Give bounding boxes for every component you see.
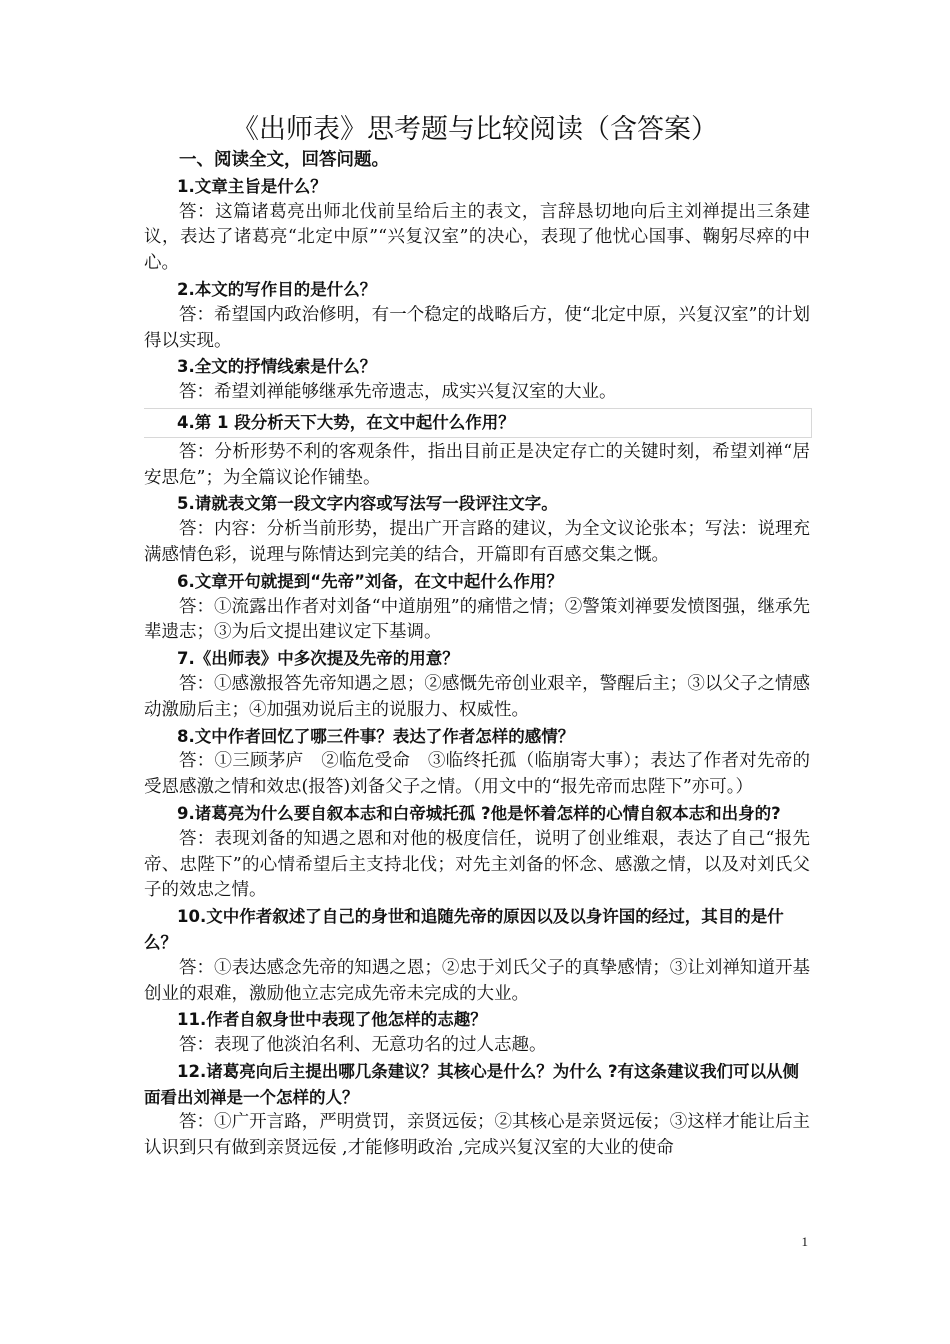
question-12: 12.诸葛亮向后主提出哪几条建议？其核心是什么？为什么 ?有这条建议我们可以从侧面看出刘禅是一个怎样的人？: [144, 1061, 800, 1107]
answer-1: 答：这篇诸葛亮出师北伐前呈给后主的表文，言辞恳切地向后主刘禅提出三条建议，表达了诸葛亮“北定中原”“兴复汉室”的决心，表现了他忧心国事、鞠躬尽瘁的中心。: [144, 201, 810, 274]
question-3: 3.全文的抒情线索是什么？: [177, 357, 377, 377]
answer-4: 答：分析形势不利的客观条件，指出目前正是决定存亡的关键时刻，希望刘禅“居安思危”；为全篇议论作铺垫。: [144, 441, 810, 488]
section-heading: 一、阅读全文，回答问题。: [179, 150, 389, 170]
question-2: 2.本文的写作目的是什么？: [177, 279, 377, 299]
answer-11: 答：表现了他淡泊名利、无意功名的过人志趣。: [179, 1035, 547, 1056]
question-6: 6.文章开句就提到“先帝”刘备，在文中起什么作用？: [177, 571, 563, 591]
page-number: 1: [801, 1234, 808, 1249]
question-5: 5.请就表文第一段文字内容或写法写一段评注文字。: [177, 494, 558, 514]
answer-12: 答：①广开言路，严明赏罚，亲贤远佞；②其核心是亲贤远佞；③这样才能让后主认识到只有做到亲贤远佞 ,才能修明政治 ,完成兴复汉室的大业的使命: [144, 1112, 810, 1159]
answer-7: 答：①感激报答先帝知遇之恩；②感慨先帝创业艰辛，警醒后主；③以父子之情感动激励后主；④加强劝说后主的说服力、权威性。: [144, 673, 810, 720]
question-8: 8.文中作者回忆了哪三件事？表达了作者怎样的感情？: [177, 726, 575, 746]
question-11: 11.作者自叙身世中表现了他怎样的志趣？: [177, 1010, 487, 1030]
answer-8: 答：①三顾茅庐 ②临危受命 ③临终托孤（临崩寄大事）；表达了作者对先帝的受恩感激之情和效忠(报答)刘备父子之情。（用文中的“报先帝而忠陛下”亦可。）: [144, 751, 810, 798]
document-body: [144, 148, 810, 1162]
question-10: 10.文中作者叙述了自己的身世和追随先帝的原因以及以身许国的经过，其目的是什么？: [144, 907, 784, 952]
answer-10: 答：①表达感念先帝的知遇之恩；②忠于刘氏父子的真挚感情；③让刘禅知道开基创业的艰难，激励他立志完成先帝未完成的大业。: [144, 957, 810, 1004]
answer-3: 答：希望刘禅能够继承先帝遗志，成实兴复汉室的大业。: [179, 382, 617, 403]
question-7: 7.《出师表》中多次提及先帝的用意？: [177, 649, 459, 669]
answer-2: 答：希望国内政治修明，有一个稳定的战略后方，使“北定中原，兴复汉室”的计划得以实现。: [144, 304, 810, 351]
answer-5: 答：内容：分析当前形势，提出广开言路的建议，为全文议论张本；写法：说理充满感情色彩，说理与陈情达到完美的结合，开篇即有百感交集之慨。: [144, 519, 810, 565]
question-9: 9.诸葛亮为什么要自叙本志和白帝城托孤 ?他是怀着怎样的心情自叙本志和出身的?: [177, 803, 781, 823]
document-title: 《出师表》思考题与比较阅读（含答案）: [232, 114, 718, 146]
answer-9: 答：表现刘备的知遇之恩和对他的极度信任，说明了创业维艰，表达了自己“报先帝、忠陛下”的心情希望后主支持北伐；对先主刘备的怀念、感激之情，以及对刘氏父子的效忠之情。: [144, 828, 810, 901]
answer-6: 答：①流露出作者对刘备“中道崩殂”的痛惜之情；②警策刘禅要发愤图强，继承先辈遗志；③为后文提出建议定下基调。: [144, 596, 810, 643]
question-4: 4.第 1 段分析天下大势，在文中起什么作用？: [144, 408, 812, 438]
question-1: 1.文章主旨是什么？: [177, 176, 327, 196]
